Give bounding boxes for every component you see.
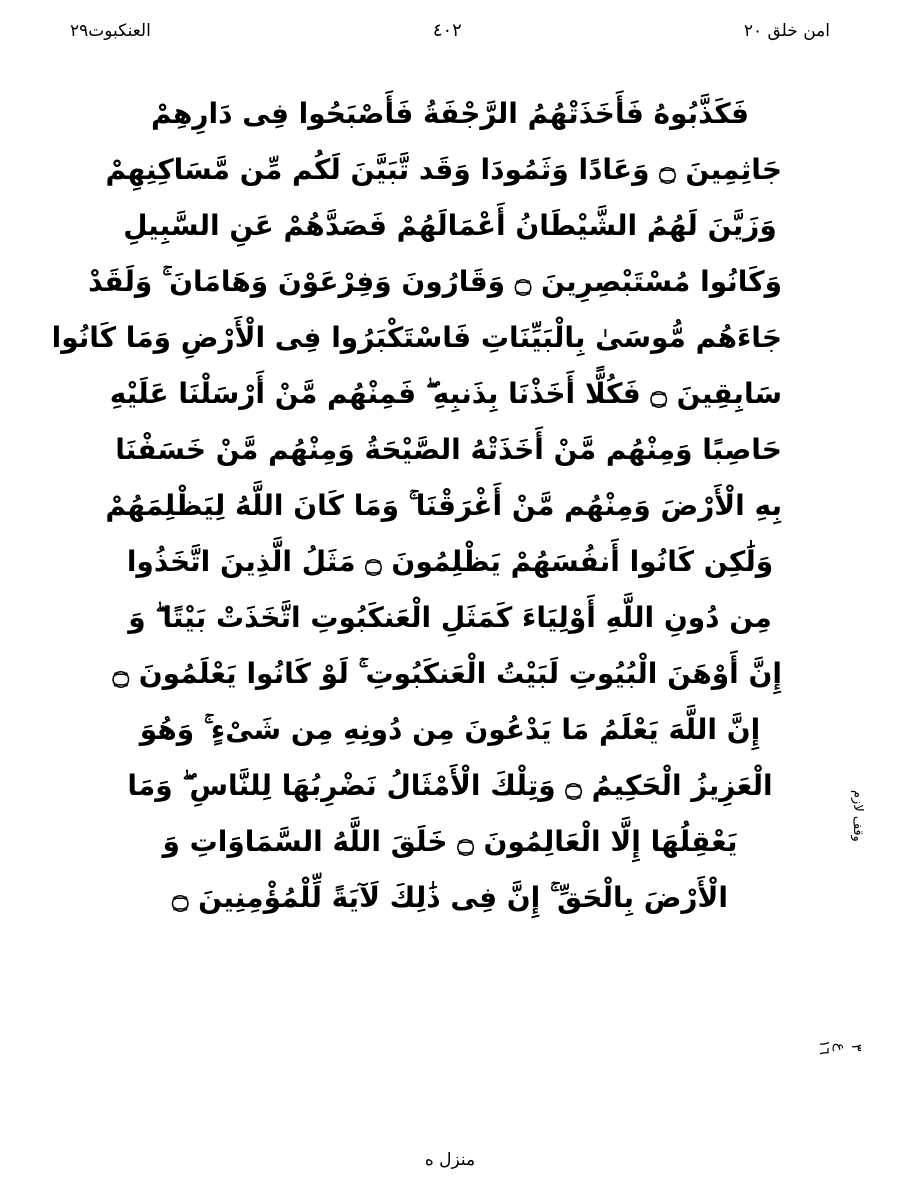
header-right-label: امن خلق ٢٠	[743, 20, 830, 41]
page-header	[70, 14, 830, 48]
quran-line: وَكَانُوا مُسْتَبْصِرِينَ ۝ وَقَارُونَ وَفِرْعَوْنَ وَهَامَانَ ۚ وَلَقَدْ	[88, 265, 782, 298]
quran-line: بِهِ الْأَرْضَ وَمِنْهُم مَّنْ أَغْرَقْنَا ۚ وَمَا كَانَ اللَّهُ لِيَظْلِمَهُمْ	[105, 489, 782, 522]
ruku-bottom-number: ١٦	[815, 1040, 832, 1056]
quran-line: مِن دُونِ اللَّهِ أَوْلِيَاءَ كَمَثَلِ الْعَنكَبُوتِ اتَّخَذَتْ بَيْتًا ۖ وَ	[128, 601, 772, 634]
header-left-label: العنكبوت٢٩	[70, 20, 151, 41]
quran-line: الْعَزِيزُ الْحَكِيمُ ۝ وَتِلْكَ الْأَمْثَالُ نَضْرِبُهَا لِلنَّاسِ ۖ وَمَا	[127, 769, 773, 802]
quran-line: يَعْقِلُهَا إِلَّا الْعَالِمُونَ ۝ خَلَقَ اللَّهُ السَّمَاوَاتِ وَ	[162, 825, 738, 858]
quran-line: فَكَذَّبُوهُ فَأَخَذَتْهُمُ الرَّجْفَةُ فَأَصْبَحُوا فِى دَارِهِمْ	[151, 97, 749, 130]
quran-line: حَاصِبًا وَمِنْهُم مَّنْ أَخَذَتْهُ الصَّيْحَةُ وَمِنْهُم مَّنْ خَسَفْنَا	[115, 433, 782, 466]
quran-text-block	[51, 86, 782, 926]
quran-line: جَاثِمِينَ ۝ وَعَادًا وَثَمُودَا وَقَد تَّبَيَّنَ لَكُم مِّن مَّسَاكِنِهِمْ	[105, 153, 782, 186]
quran-line: وَلَٰكِن كَانُوا أَنفُسَهُمْ يَظْلِمُونَ ۝ مَثَلُ الَّذِينَ اتَّخَذُوا	[126, 545, 774, 578]
ruku-symbol: ع	[831, 1043, 848, 1052]
quran-line: إِنَّ اللَّهَ يَعْلَمُ مَا يَدْعُونَ مِن دُونِهِ مِن شَىْءٍ ۚ وَهُوَ	[139, 713, 761, 746]
quran-line: وَزَيَّنَ لَهُمُ الشَّيْطَانُ أَعْمَالَهُمْ فَصَدَّهُمْ عَنِ السَّبِيلِ	[123, 209, 777, 242]
margin-note-waqf-lazim: وقف لازم	[850, 790, 865, 842]
quran-line: جَاءَهُم مُّوسَىٰ بِالْبَيِّنَاتِ فَاسْتَكْبَرُوا فِى الْأَرْضِ وَمَا كَانُوا	[51, 321, 782, 354]
quran-line: الْأَرْضَ بِالْحَقِّ ۚ إِنَّ فِى ذَٰلِكَ لَآيَةً لِّلْمُؤْمِنِينَ ۝	[172, 881, 728, 914]
quran-line: سَابِقِينَ ۝ فَكُلًّا أَخَذْنَا بِذَنبِهِ ۖ فَمِنْهُم مَّنْ أَرْسَلْنَا عَلَيْهِ	[109, 377, 782, 410]
ruku-top-number: ٣	[848, 1043, 864, 1052]
margin-note-ruku	[816, 1040, 864, 1055]
page-footer: منزل ه	[424, 1150, 476, 1170]
quran-line: إِنَّ أَوْهَنَ الْبُيُوتِ لَبَيْتُ الْعَنكَبُوتِ ۚ لَوْ كَانُوا يَعْلَمُونَ ۝	[112, 657, 782, 690]
page-number: ٤٠٢	[432, 20, 462, 41]
